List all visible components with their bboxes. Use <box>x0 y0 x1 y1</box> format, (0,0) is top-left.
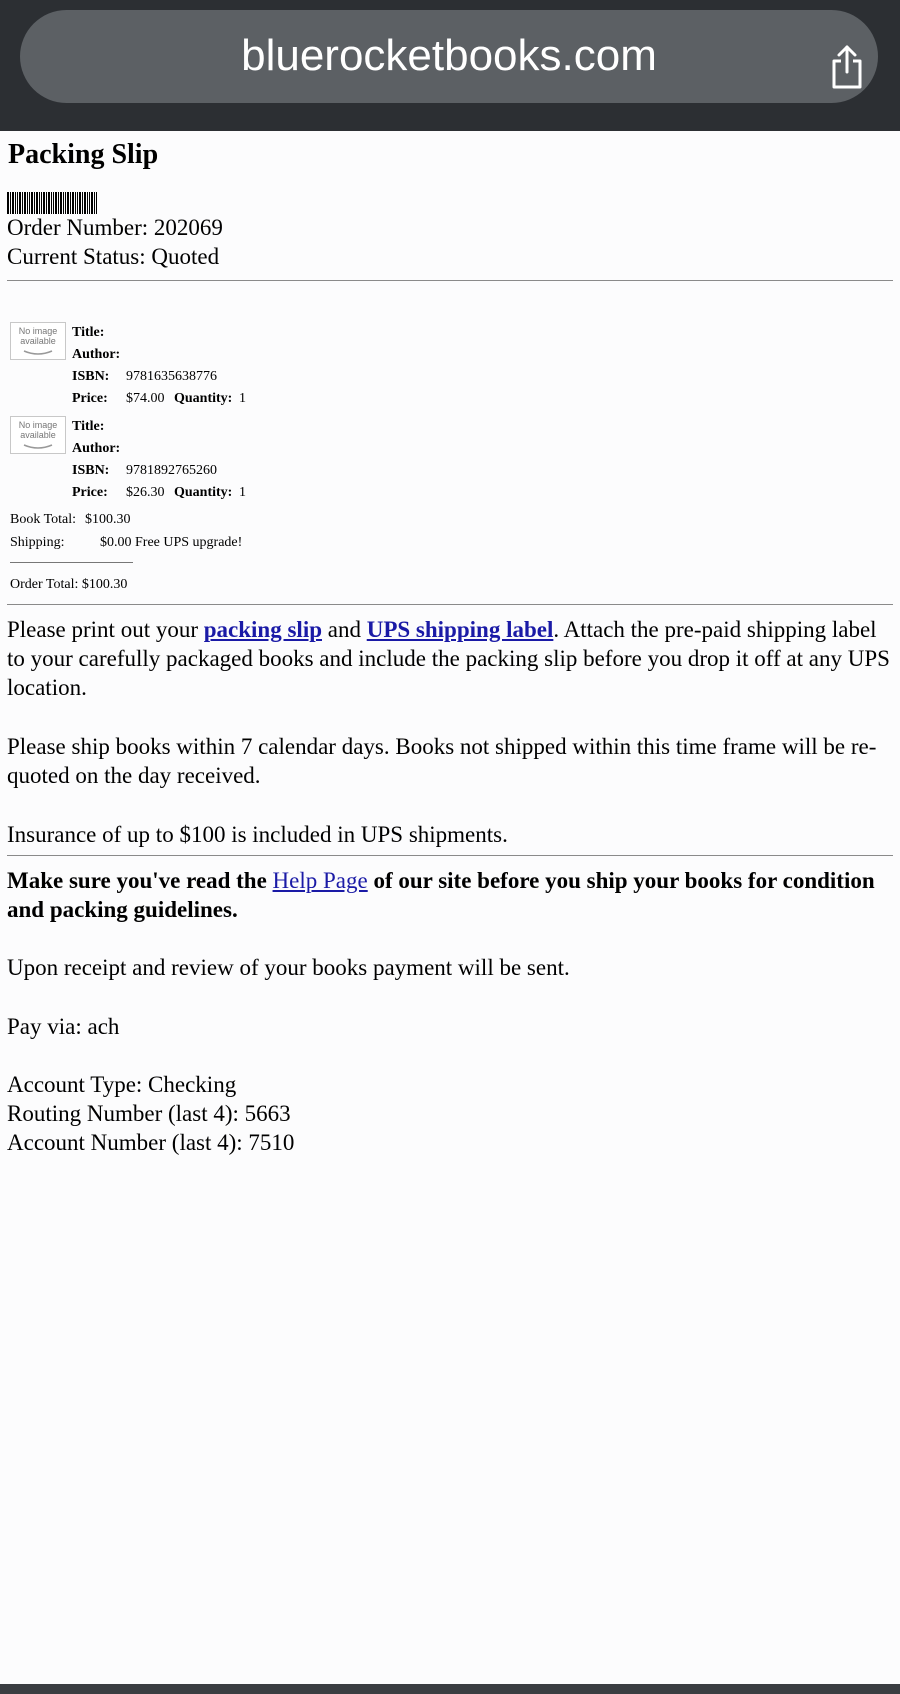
routing-number-text: Routing Number (last 4): 5663 <box>7 1101 291 1126</box>
isbn-label: ISBN: <box>72 369 110 384</box>
placeholder-text: No image <box>18 326 58 336</box>
placeholder-text: available <box>20 430 56 440</box>
account-number-text: Account Number (last 4): 7510 <box>7 1130 295 1155</box>
quantity-value: 1 <box>239 391 246 406</box>
shipping-label: Shipping: <box>10 535 65 550</box>
divider <box>7 855 893 856</box>
packing-slip-link[interactable]: packing slip <box>203 617 322 642</box>
order-total: Order Total: $100.30 <box>10 577 128 592</box>
author-label: Author: <box>72 347 121 362</box>
barcode-image <box>7 192 97 214</box>
title-label: Title: <box>72 325 105 340</box>
current-status: Current Status: Quoted <box>7 244 220 269</box>
browser-bottom-bar <box>0 1684 900 1694</box>
price-value: $74.00 <box>126 391 165 406</box>
quantity-label: Quantity: <box>174 485 233 500</box>
isbn-value: 9781635638776 <box>126 369 217 384</box>
browser-top-bar <box>0 0 900 131</box>
ups-shipping-label-link[interactable]: UPS shipping label <box>366 617 554 642</box>
placeholder-text: available <box>20 336 56 346</box>
order-number: Order Number: 202069 <box>7 215 223 240</box>
divider <box>7 280 893 281</box>
title-label: Title: <box>72 419 105 434</box>
instruction-text: and <box>322 617 367 642</box>
placeholder-text: No image <box>18 420 58 430</box>
insurance-text: Insurance of up to $100 is included in UPS shipments. <box>7 822 508 847</box>
book-total-value: $100.30 <box>85 512 131 527</box>
isbn-value: 9781892765260 <box>126 463 217 478</box>
help-text: of our site before you ship your books for condition and packing guidelines. <box>7 868 875 922</box>
print-instructions <box>7 615 893 702</box>
help-page-link[interactable]: Help Page <box>272 868 368 893</box>
pay-via-text: Pay via: ach <box>7 1014 120 1039</box>
address-bar[interactable] <box>20 10 878 103</box>
quantity-value: 1 <box>239 485 246 500</box>
shipping-deadline-text: Please ship books within 7 calendar days. Books not shipped within this time frame will be re-quoted on the day received. <box>7 734 877 788</box>
instruction-text: . Attach the pre-paid shipping label to your carefully packaged books and include the packing slip before you drop it off at any UPS location. <box>7 617 890 700</box>
divider <box>7 604 893 605</box>
book-cover-placeholder <box>10 322 66 360</box>
share-icon[interactable] <box>830 44 864 90</box>
url-text: bluerocketbooks.com <box>241 31 657 80</box>
quantity-label: Quantity: <box>174 391 233 406</box>
page-title: Packing Slip <box>8 139 159 170</box>
price-label: Price: <box>72 391 108 406</box>
totals-divider <box>10 562 133 563</box>
price-label: Price: <box>72 485 108 500</box>
help-notice <box>7 866 893 924</box>
payment-receipt-text: Upon receipt and review of your books payment will be sent. <box>7 955 570 980</box>
price-value: $26.30 <box>126 485 165 500</box>
help-text: Make sure you've read the <box>7 868 273 893</box>
account-type-text: Account Type: Checking <box>7 1072 237 1097</box>
book-total-label: Book Total: <box>10 512 77 527</box>
author-label: Author: <box>72 441 121 456</box>
isbn-label: ISBN: <box>72 463 110 478</box>
instruction-text: Please print out your <box>7 617 204 642</box>
book-cover-placeholder <box>10 416 66 454</box>
shipping-value: $0.00 Free UPS upgrade! <box>100 535 243 550</box>
